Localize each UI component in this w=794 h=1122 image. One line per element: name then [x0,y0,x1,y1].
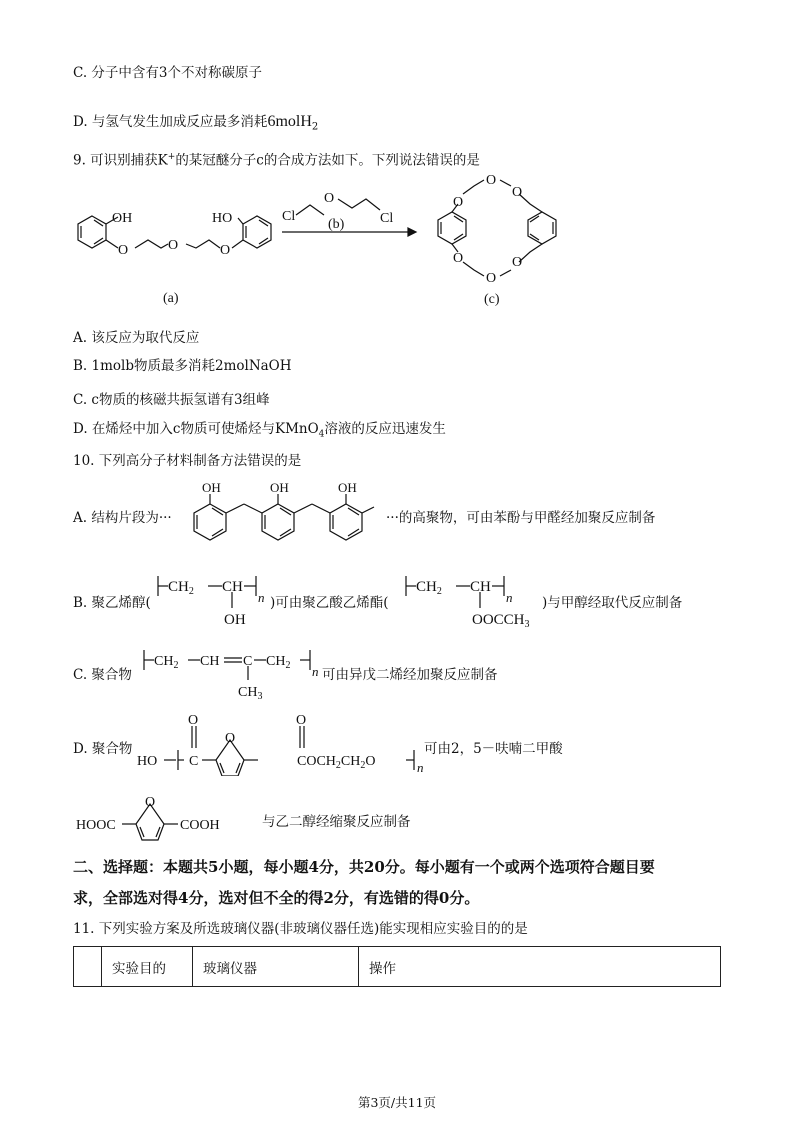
q10-option-c-suffix: 可由异戊二烯经加聚反应制备 [322,667,498,683]
q9-option-b: B. 1molb物质最多消耗2molNaOH [73,358,292,374]
q9-a-o1: O [118,243,129,258]
q10-d-furandicarboxylic-acid [74,790,264,842]
q9-c-o2: O [486,173,497,188]
q10-b-pva-oh: OH [224,612,246,628]
q9-stem-sup: + [167,152,176,162]
q10-b-pva [152,568,272,630]
q11-header-operation: 操作 [359,947,721,987]
q9-a-oh: OH [112,211,133,226]
q10-b-pvac [400,568,550,630]
q9-label-a: (a) [163,291,179,306]
q10-a-oh1: OH [202,480,221,495]
q10-d-ester: $COCH_2CH_2O$ [297,754,376,771]
q10-b-pva-ch: CH [222,579,243,595]
q9-stem [73,148,480,170]
q9-option-a: A. 该反应为取代反应 [73,330,200,346]
q9-c-o5: O [486,271,497,286]
q11-header-glassware: 玻璃仪器 [193,947,359,987]
q9-a-o3: O [220,243,231,258]
q10-d-polymer [134,710,424,776]
q10-option-b-suffix: )与甲醇经取代反应制备 [542,595,683,611]
q10-a-oh2: OH [270,480,289,495]
q10-d-n: n [417,760,424,775]
q10-d-ring-o2: O [145,795,156,810]
q10-c-polyisoprene [138,642,324,704]
q9-a-o2: O [168,238,179,253]
q10-option-c-prefix: C. 聚合物 [73,667,132,683]
q9-a-ho: HO [212,211,233,226]
q10-d-ring-o: O [225,731,236,746]
q10-c-ch2a: $CH_2$ [154,654,179,671]
q10-c-n: n [312,664,319,679]
q10-stem: 10. 下列高分子材料制备方法错误的是 [73,453,302,469]
q9-stem-suffix: 的某冠醚分子c的合成方法如下。下列说法错误的是 [175,152,480,169]
q8-option-d-amount: 6molH [267,113,312,130]
q10-a-oh3: OH [338,480,357,495]
q9-option-d-suffix: 溶液的反应迅速发生 [324,421,446,437]
q10-d-c: C [189,754,199,769]
q9-b-cl1: Cl [282,209,296,224]
q9-label-b: (b) [328,217,345,232]
q9-c-o4: O [453,251,464,266]
q10-c-ch2b: $CH_2$ [266,654,291,671]
q10-option-a-suffix: ···的高聚物，可由苯酚与甲醛经加聚反应制备 [386,510,656,526]
q11-header-index [74,947,102,987]
q10-option-a-prefix: A. 结构片段为··· [73,510,172,526]
q9-label-c: (c) [484,292,500,307]
q9-c-o1: O [453,195,464,210]
q10-c-ch: CH [200,654,220,669]
q10-d-o-top1: O [188,713,199,728]
q9-c-o6: O [512,255,523,270]
q8-option-d-sub: 2 [311,121,319,133]
q11-stem: 11. 下列实验方案及所选玻璃仪器(非玻璃仪器任选)能实现相应实验目的的是 [73,921,528,937]
q9-b-cl2: Cl [380,211,394,226]
table-row [74,947,721,987]
q10-c-ch3: $CH_3$ [238,685,263,702]
q9-reaction-scheme [60,172,600,312]
q10-d-hooc: HOOC [76,818,116,833]
q8-option-d-text: D. 与氢气发生加成反应最多消耗 [73,114,268,130]
page-footer: 第3页/共11页 [357,1095,437,1110]
q10-b-pvac-ch2: $CH_2$ [416,579,442,597]
q10-b-pvac-ch: CH [470,579,491,595]
q10-option-b-prefix: B. 聚乙烯醇( [73,595,151,611]
q9-option-d-sub: 4 [318,429,325,440]
q9-option-c: C. c物质的核磁共振氢谱有3组峰 [73,392,270,408]
q9-stem-prefix: 9. 可识别捕获K [73,152,168,169]
q10-option-b-mid: )可由聚乙酸乙烯酯( [270,595,389,611]
q11-table [73,946,721,987]
q10-option-d-suffix: 可由2，5－呋喃二甲酸 [424,741,563,757]
q11-header-purpose: 实验目的 [102,947,193,987]
section2-line1: 二、选择题：本题共5小题，每小题4分，共20分。每小题有一个或两个选项符合题目要 [73,858,655,876]
q10-option-d-prefix: D. 聚合物 [73,741,133,757]
q8-option-d [73,113,318,137]
q9-option-d [73,420,446,444]
q10-d-ho: HO [137,754,158,769]
q9-c-o3: O [512,185,523,200]
q10-b-pva-n: n [258,590,265,605]
q10-c-c: C [243,654,253,669]
q10-option-d-suffix2: 与乙二醇经缩聚反应制备 [262,814,411,830]
section2-line2: 求，全部选对得4分，选对但不全的得2分，有选错的得0分。 [73,889,480,907]
q10-b-pvac-n: n [506,590,513,605]
q9-option-d-prefix: D. 在烯烃中加入c物质可使烯烃与KMnO [73,421,319,437]
q9-b-o: O [324,191,335,206]
q10-a-structure [182,480,397,560]
q10-b-pvac-oocch3: $OOCCH_3$ [472,612,530,630]
q10-d-cooh: COOH [180,818,220,833]
q10-d-o-top2: O [296,713,307,728]
q10-b-pva-ch2: $CH_2$ [168,579,194,597]
q8-option-c: C. 分子中含有3个不对称碳原子 [73,65,263,81]
